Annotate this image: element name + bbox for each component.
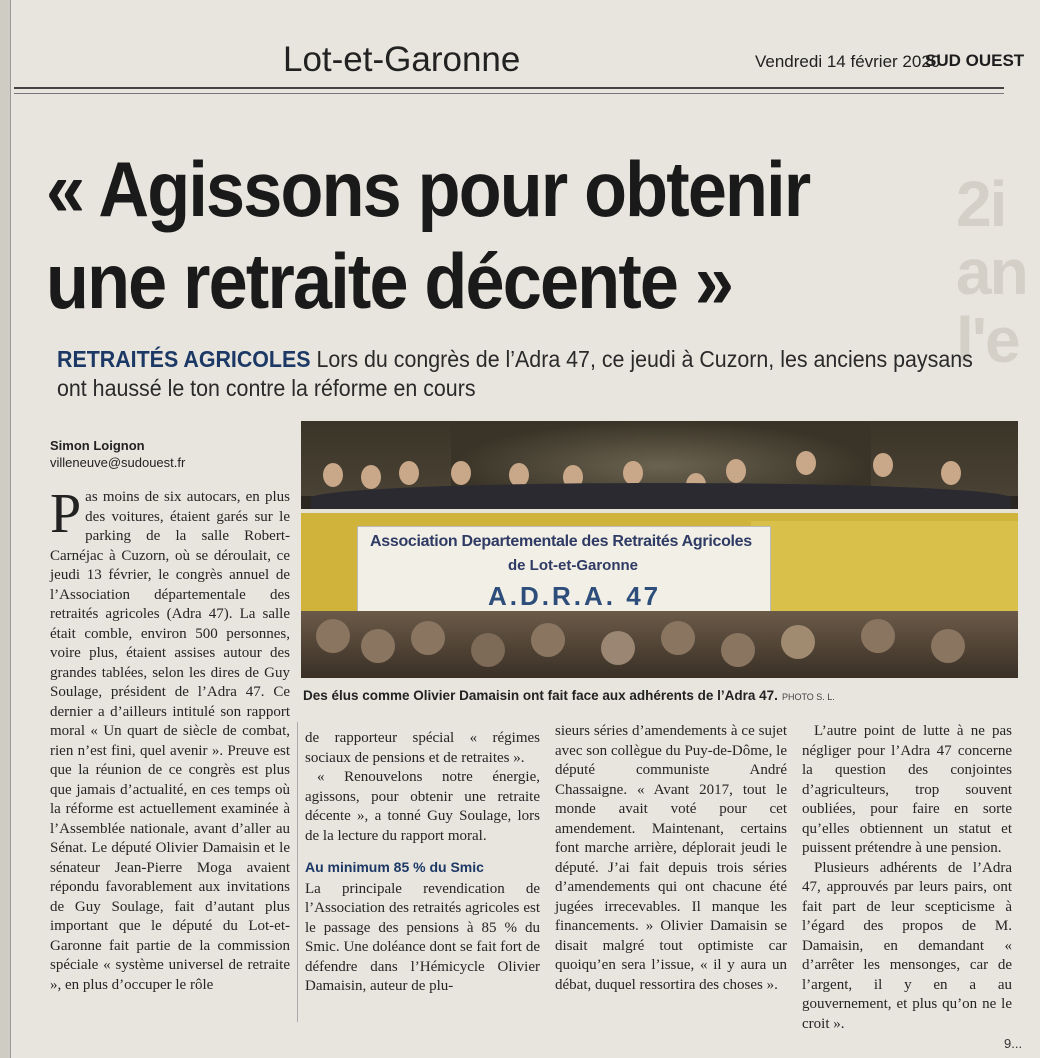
audience-head [861,619,895,653]
byline [50,437,185,471]
audience-head [411,621,445,655]
paragraph: Plusieurs adhérents de l’Adra 47, approuvés par leurs pairs, ont fait part de leur scepticisme à l’égard des propos de M. Damaisin, en demandant « d’arrêter les mensonges, car de l’argent, il y en a au gouvernement, et plus qu’on ne le croit ». [802,859,1012,1032]
audience-head [661,621,695,655]
banner-line-3: A.D.R.A. 47 [488,581,662,611]
intertitle: Au minimum 85 % du Smic [305,859,484,875]
headline-line-2: une retraite décente » [46,237,733,325]
section-title: Lot-et-Garonne [283,40,521,79]
bleed-through-text [956,170,1040,374]
header-rule-thin [14,93,1004,94]
ghost-line: 2i [956,168,1006,240]
author-name: Simon Loignon [50,438,145,453]
caption-text: Des élus comme Olivier Damaisin ont fait face aux adhérents de l’Adra 47. [303,688,778,703]
author-email: villeneuve@sudouest.fr [50,455,186,470]
newspaper-logo: SUD OUEST [925,51,1025,70]
panel-person [623,461,643,485]
audience-head [471,633,505,667]
headline [46,143,883,327]
article-column-4 [802,722,1012,1034]
article-column-1 [50,483,290,995]
panel-person [796,451,816,475]
panel-person [361,465,381,489]
panel-person [399,461,419,485]
page-edge [0,0,11,1058]
paragraph: de rapporteur spécial « régimes sociaux de pensions et de retraites ». [305,730,540,766]
audience-head [721,633,755,667]
banner-line-2: de Lot-et-Garonne [508,557,638,574]
column-1-text: as moins de six autocars, en plus des voitures, étaient garés sur le parking de la salle Robert-Carnéjac à Cuzorn, où se déroulait, ce jeudi 13 février, le congrès annuel de l’Association départementale des retraités agricoles (Adra 47). La salle était comble, environ 500 personnes, voire plus, étaient assises autour des grandes tablées, selon les dires de Guy Soulage, président de l’Adra 47. Ce dernier a d’ailleurs intitulé son rapport moral « Un quart de siècle de combat, rien n’est fini, quel avenir ». Preuve est que la réunion de ce congrès est plus que jamais d’actualité, en ces temps où la réforme est actuellement examinée à l’Assemblée nationale, avant d’aller au Sénat. Le député Olivier Damaisin et le sénateur Jean-Pierre Moga avaient répondu favorablement aux invitations de Guy Soulage, fait d’autant plus important que le député du Lot-et-Garonne fait partie de la commission spéciale « système universel de retraite », en plus d’occuper le rôle [50,489,290,993]
panel-person [873,453,893,477]
column-rule [297,722,298,1022]
photo-caption [303,688,1018,703]
ghost-line: an [956,236,1027,308]
audience-head [361,629,395,663]
article-photo [301,421,1018,678]
ghost-line: l'e [956,304,1019,376]
panel-person [726,459,746,483]
paragraph: La principale revendication de l’Association des retraités agricoles est le passage des pensions à 85 % du Smic. Une doléance dont se fait fort de défendre dans l’Hémicycle Olivier Damaisin, auteur de plu- [305,880,540,994]
adra-banner [357,526,771,620]
drop-cap: P [50,483,82,545]
article-column-2 [305,729,540,997]
subhead-kicker: RETRAITÉS AGRICOLES [57,346,311,372]
panel-person [323,463,343,487]
page-number: 9... [1004,1036,1023,1051]
paragraph: « Renouvelons notre énergie, agissons, pour obtenir une retraite décente », a tonné Guy Soulage, lors de la lecture du rapport moral. [305,769,540,844]
audience-head [531,623,565,657]
subheadline [57,345,978,403]
photo-audience [301,611,1018,678]
subhead-text: Lors du congrès de l’Adra 47, ce jeudi à Cuzorn, les anciens paysans ont haussé le ton contre la réforme en cours [57,346,973,401]
audience-head [931,629,965,663]
audience-head [601,631,635,665]
audience-head [781,625,815,659]
panel-person [941,461,961,485]
panel-person [451,461,471,485]
article-column-3 [555,722,787,995]
table-cloth-light [751,521,1018,625]
header-rule [14,87,1004,89]
banner-line-1: Association Departementale des Retraités Agricoles [370,533,752,550]
photo-credit: PHOTO S. L. [781,692,835,702]
paragraph: sieurs séries d’amendements à ce sujet avec son collègue du Puy-de-Dôme, le député communiste André Chassaigne. « Avant 2017, tout le monde avait voté pour cet amendement. Maintenant, certains font marche arrière, déplorait jeudi le député. J’ai fait depuis trois séries d’amendements qui ont chacune été jugées irrecevables. Il manque les financements. » Olivier Damaisin se disait malgré tout optimiste car quoiqu’en sera l’issue, « il y aura un débat, duquel ressortira des choses ». [555,723,787,993]
issue-date: Vendredi 14 février 2020 [755,52,941,71]
headline-line-1: « Agissons pour obtenir [46,145,810,233]
audience-head [316,619,350,653]
paragraph: L’autre point de lutte à ne pas négliger pour l’Adra 47 concerne la question des conjointes d’agriculteurs, trop souvent oubliées, pour faire en sorte qu’elles obtiennent un statut et puissent prétendre à une pension. [802,723,1012,856]
